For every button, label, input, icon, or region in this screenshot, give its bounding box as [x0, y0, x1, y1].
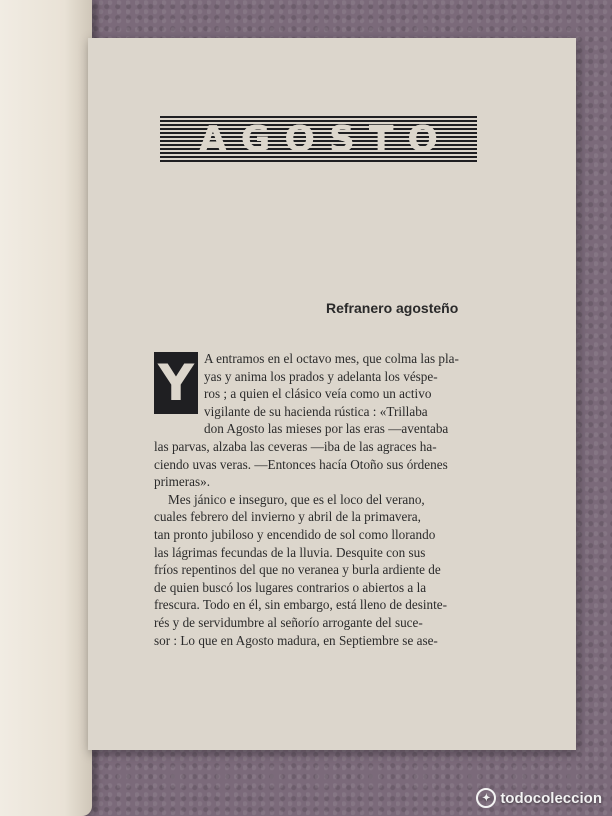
drop-cap: Y	[154, 352, 198, 414]
title-banner	[160, 116, 477, 162]
text-line: Mes jánico e inseguro, que es el loco del verano,	[168, 491, 425, 507]
text-line: vigilante de su hacienda rústica : «Trillaba	[204, 403, 428, 419]
text-line: rés y de servidumbre al señorío arrogante del suce-	[154, 614, 423, 630]
book-page	[88, 38, 576, 750]
text-line: fríos repentinos del que no veranea y burla ardiente de	[154, 562, 441, 578]
watermark	[476, 788, 602, 808]
text-line: ros ; a quien el clásico veía como un activo	[204, 386, 432, 402]
text-line: tan pronto jubiloso y encendido de sol como llorando	[154, 526, 436, 542]
text-line: ciendo uvas veras. —Entonces hacía Otoño sus órdenes	[154, 456, 448, 472]
body-text	[154, 350, 474, 649]
text-line: de quien buscó los lugares contrarios o abiertos a la	[154, 579, 427, 595]
left-page	[0, 0, 92, 816]
text-line: sor : Lo que en Agosto madura, en Septiembre se ase-	[154, 632, 438, 648]
text-line: cuales febrero del invierno y abril de la primavera,	[154, 509, 421, 525]
watermark-text: todocoleccion	[500, 789, 602, 807]
text-line: yas y anima los prados y adelanta los véspe-	[204, 368, 438, 384]
section-subtitle: Refranero agosteño	[326, 300, 459, 316]
text-line: A entramos en el octavo mes, que colma las pla-	[204, 351, 459, 366]
page-title: AGOSTO	[198, 118, 453, 160]
text-line: primeras».	[154, 474, 211, 490]
text-line: don Agosto las mieses por las eras —aventaba	[204, 421, 449, 437]
text-line: las parvas, alzaba las ceveras —iba de las agraces ha-	[154, 438, 437, 454]
watermark-logo-icon: ✦	[476, 788, 496, 808]
text-line: frescura. Todo en él, sin embargo, está lleno de desinte-	[154, 597, 448, 613]
text-line: las lágrimas fecundas de la lluvia. Desquite con sus	[154, 544, 426, 560]
